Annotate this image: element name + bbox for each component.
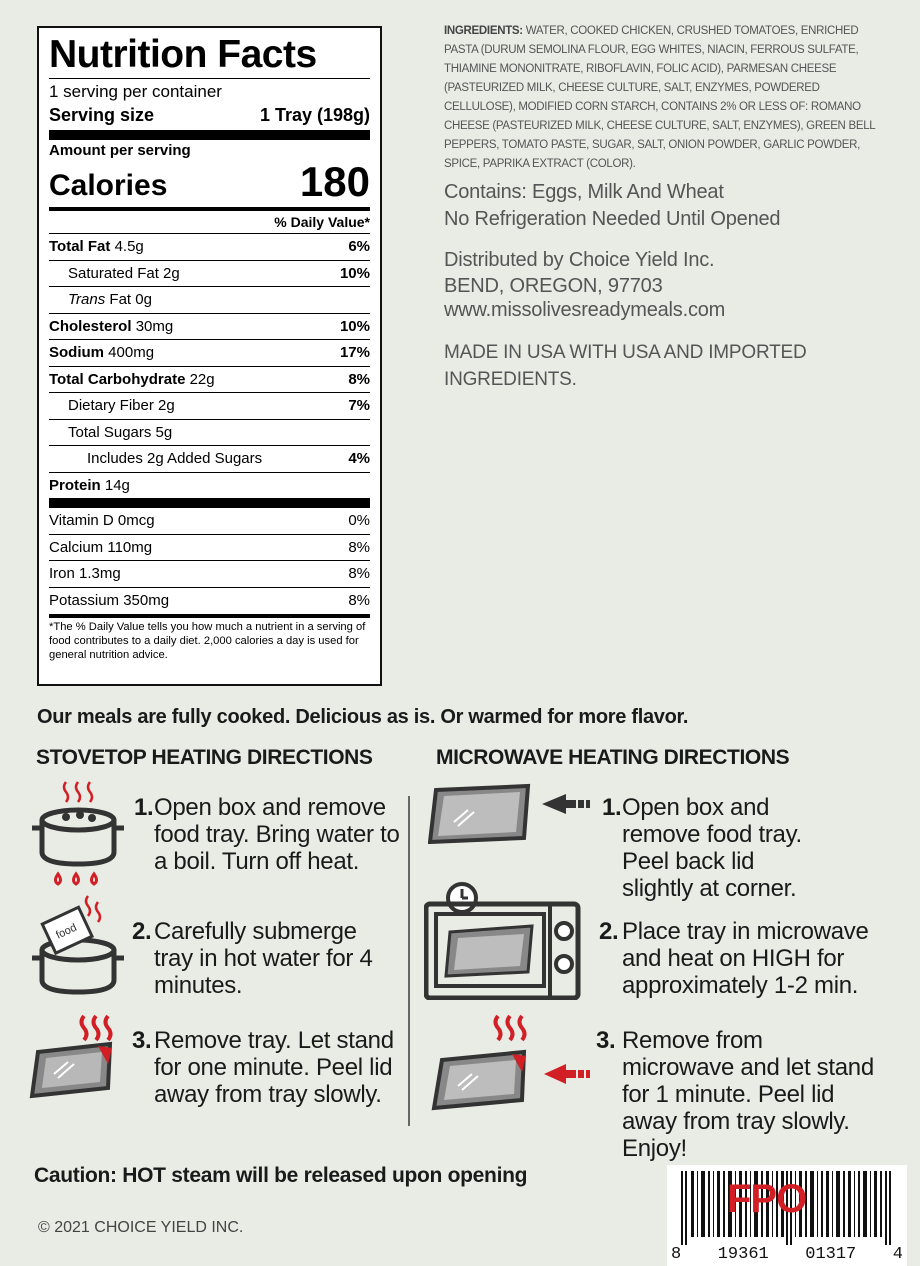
microwave-step-2: 2. Place tray in microwave and heat on HIGH for approximately 1-2 min. bbox=[599, 918, 869, 999]
tagline: Our meals are fully cooked. Delicious as is. Or warmed for more flavor. bbox=[37, 706, 689, 728]
serving-size: Serving size 1 Tray (198g) bbox=[49, 105, 370, 125]
made-in: MADE IN USA WITH USA AND IMPORTED INGREDIENTS. bbox=[444, 342, 807, 390]
caution-text: Caution: HOT steam will be released upon opening bbox=[34, 1164, 528, 1187]
tray-food-label: food bbox=[54, 921, 79, 942]
microwave-heading: MICROWAVE HEATING DIRECTIONS bbox=[436, 746, 790, 769]
nutrition-facts-panel bbox=[37, 26, 382, 686]
nutrient-row-total-fat: Total Fat 4.5g 6% bbox=[49, 233, 370, 260]
calories-row: Calories 180 bbox=[49, 158, 370, 205]
nutrient-row-iron: Iron 1.3mg 8% bbox=[49, 560, 370, 587]
boiling-pot-icon bbox=[28, 780, 132, 890]
nutrition-title: Nutrition Facts bbox=[49, 33, 317, 76]
nutrient-row-total-carb: Total Carbohydrate 22g 8% bbox=[49, 366, 370, 393]
servings-per-container: 1 serving per container bbox=[49, 82, 222, 101]
nutrient-row-protein: Protein 14g bbox=[49, 472, 370, 499]
daily-value-footnote: *The % Daily Value tells you how much a nutrient in a serving of food contributes to a daily diet. 2,000 calories a day is used for general nutrition advice. bbox=[49, 621, 366, 661]
ingredients-text: INGREDIENTS: WATER, COOKED CHICKEN, CRUSHED TOMATOES, ENRICHED PASTA (DURUM SEMOLINA FLOUR, EGG WHITES, NIACIN, FERROUS SULFATE, THIAMINE MONONITRATE, RIBOFLAVIN, FOLIC ACID), PARMESAN CHEESE (PASTEURIZED MILK, CHEESE CULTURE, SALT, ENZYMES, POWDERED CELLULOSE), MODIFIED CORN STARCH, CONTAINS 2% OR LESS OF: ROMANO CHEESE (PASTEURIZED MILK, CHEESE CULTURE, SALT, ENZYMES), GREEN BELL PEPPERS, TOMATO PASTE, SUGAR, SALT, ONION POWDER, GARLIC POWDER, SPICE, PAPRIKA EXTRACT (COLOR). bbox=[444, 25, 875, 170]
arrow-left-red-icon bbox=[544, 1064, 590, 1084]
amount-per-serving: Amount per serving bbox=[49, 142, 191, 159]
allergen-contains: Contains: Eggs, Milk And Wheat bbox=[444, 181, 724, 203]
fpo-overlay: FPO bbox=[727, 1177, 807, 1221]
nutrient-row-added-sugars: Includes 2g Added Sugars 4% bbox=[49, 445, 370, 472]
nutrient-row-potassium: Potassium 350mg 8% bbox=[49, 587, 370, 614]
nutrient-row-fiber: Dietary Fiber 2g 7% bbox=[49, 392, 370, 419]
stovetop-step-1: 1. Open box and remove food tray. Bring water to a boil. Turn off heat. bbox=[134, 794, 400, 875]
refrigeration-note: No Refrigeration Needed Until Opened bbox=[444, 208, 781, 230]
nutrient-row-saturated-fat: Saturated Fat 2g 10% bbox=[49, 260, 370, 287]
barcode bbox=[667, 1165, 907, 1266]
stovetop-step-3: 3. Remove tray. Let stand for one minute. Peel lid away from tray slowly. bbox=[132, 1027, 394, 1108]
barcode-digits: 8 19361 01317 4 bbox=[671, 1245, 903, 1264]
address: BEND, OREGON, 97703 bbox=[444, 275, 663, 297]
nutrient-row-sugars: Total Sugars 5g bbox=[49, 419, 370, 446]
hot-tray-icon bbox=[28, 1012, 128, 1102]
nutrient-row-trans-fat: Trans Fat 0g bbox=[49, 286, 370, 313]
pot-submerge-icon bbox=[28, 892, 132, 1004]
daily-value-header: % Daily Value* bbox=[274, 214, 370, 230]
nutrient-row-vitamin-d: Vitamin D 0mcg 0% bbox=[49, 512, 370, 529]
stovetop-heading: STOVETOP HEATING DIRECTIONS bbox=[36, 746, 373, 769]
microwave-step-1: 1. Open box and remove food tray. Peel back lid slightly at corner. bbox=[602, 794, 802, 902]
website: www.missolivesreadymeals.com bbox=[444, 299, 726, 321]
nutrient-row-calcium: Calcium 110mg 8% bbox=[49, 534, 370, 561]
stovetop-step-2: 2. Carefully submerge tray in hot water for 4 minutes. bbox=[132, 918, 373, 999]
microwave-hot-tray-icon bbox=[428, 1012, 598, 1112]
arrow-left-icon bbox=[542, 794, 590, 814]
copyright: © 2021 CHOICE YIELD INC. bbox=[38, 1219, 244, 1236]
nutrient-row-cholesterol: Cholesterol 30mg 10% bbox=[49, 313, 370, 340]
tray-open-icon bbox=[428, 782, 598, 844]
directions-divider bbox=[408, 796, 410, 1126]
microwave-icon bbox=[424, 876, 584, 1000]
microwave-step-3: 3. Remove from microwave and let stand for 1 minute. Peel lid away from tray slowly. Enjoy! bbox=[596, 1027, 874, 1162]
distributor: Distributed by Choice Yield Inc. bbox=[444, 249, 715, 271]
nutrient-row-sodium: Sodium 400mg 17% bbox=[49, 339, 370, 366]
